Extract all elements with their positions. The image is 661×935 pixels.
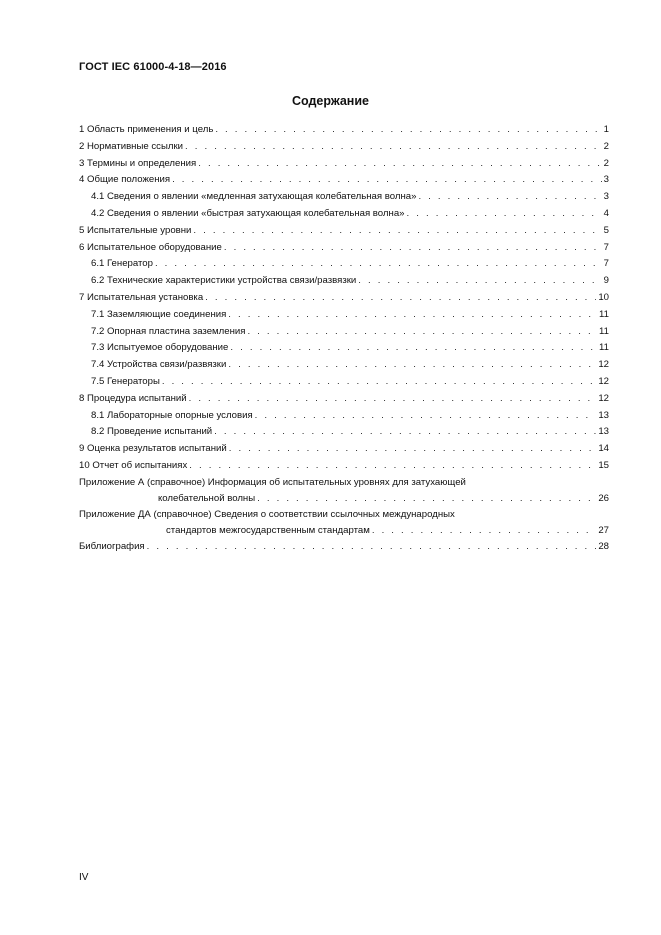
toc-entry-9[interactable]: 9 Оценка результатов испытаний . . . 14 — [79, 441, 609, 458]
toc-entry-7-5[interactable]: 7.5 Генераторы . . . 12 — [79, 374, 609, 391]
toc-entry-bibliography[interactable]: Библиография . . . 28 — [79, 539, 609, 556]
toc-entry-annex-a[interactable]: Приложение А (справочное) Информация об испытательных уровнях для затухающей колебательной волны . . . 26 — [79, 475, 609, 507]
toc-entry-4[interactable]: 4 Общие положения . . . 3 — [79, 172, 609, 189]
toc-entry-6[interactable]: 6 Испытательное оборудование . . . 7 — [79, 240, 609, 257]
toc-entry-10[interactable]: 10 Отчет об испытаниях . . . 15 — [79, 458, 609, 475]
toc-entry-2[interactable]: 2 Нормативные ссылки . . . 2 — [79, 139, 609, 156]
page-number: IV — [79, 872, 89, 883]
toc-entry-8-1[interactable]: 8.1 Лабораторные опорные условия . . . 13 — [79, 408, 609, 425]
toc-entry-8[interactable]: 8 Процедура испытаний . . . 12 — [79, 391, 609, 408]
toc-entry-3[interactable]: 3 Термины и определения . . . 2 — [79, 156, 609, 173]
toc-entry-5[interactable]: 5 Испытательные уровни . . . 5 — [79, 223, 609, 240]
toc-entry-annex-da[interactable]: Приложение ДА (справочное) Сведения о соответствии ссылочных международных стандартов межгосударственным стандартам . . . 27 — [79, 507, 609, 539]
document-code: ГОСТ IEC 61000-4-18—2016 — [79, 61, 227, 73]
toc-entry-7-4[interactable]: 7.4 Устройства связи/развязки . . . 12 — [79, 357, 609, 374]
toc-entry-7-3[interactable]: 7.3 Испытуемое оборудование . . . 11 — [79, 340, 609, 357]
toc-entry-6-1[interactable]: 6.1 Генератор . . . 7 — [79, 256, 609, 273]
toc-title: Содержание — [291, 94, 369, 108]
toc-entry-4-1[interactable]: 4.1 Сведения о явлении «медленная затухающая колебательная волна» . . . 3 — [79, 189, 609, 206]
toc-entry-7[interactable]: 7 Испытательная установка . . . 10 — [79, 290, 609, 307]
toc-entry-8-2[interactable]: 8.2 Проведение испытаний . . . 13 — [79, 424, 609, 441]
toc-entry-7-2[interactable]: 7.2 Опорная пластина заземления . . . 11 — [79, 324, 609, 341]
toc-entry-4-2[interactable]: 4.2 Сведения о явлении «быстрая затухающая колебательная волна» . . . 4 — [79, 206, 609, 223]
toc-entry-6-2[interactable]: 6.2 Технические характеристики устройства связи/развязки . . . 9 — [79, 273, 609, 290]
table-of-contents — [79, 122, 609, 556]
toc-entry-1[interactable]: 1 Область применения и цель . . . 1 — [79, 122, 609, 139]
toc-entry-7-1[interactable]: 7.1 Заземляющие соединения . . . 11 — [79, 307, 609, 324]
